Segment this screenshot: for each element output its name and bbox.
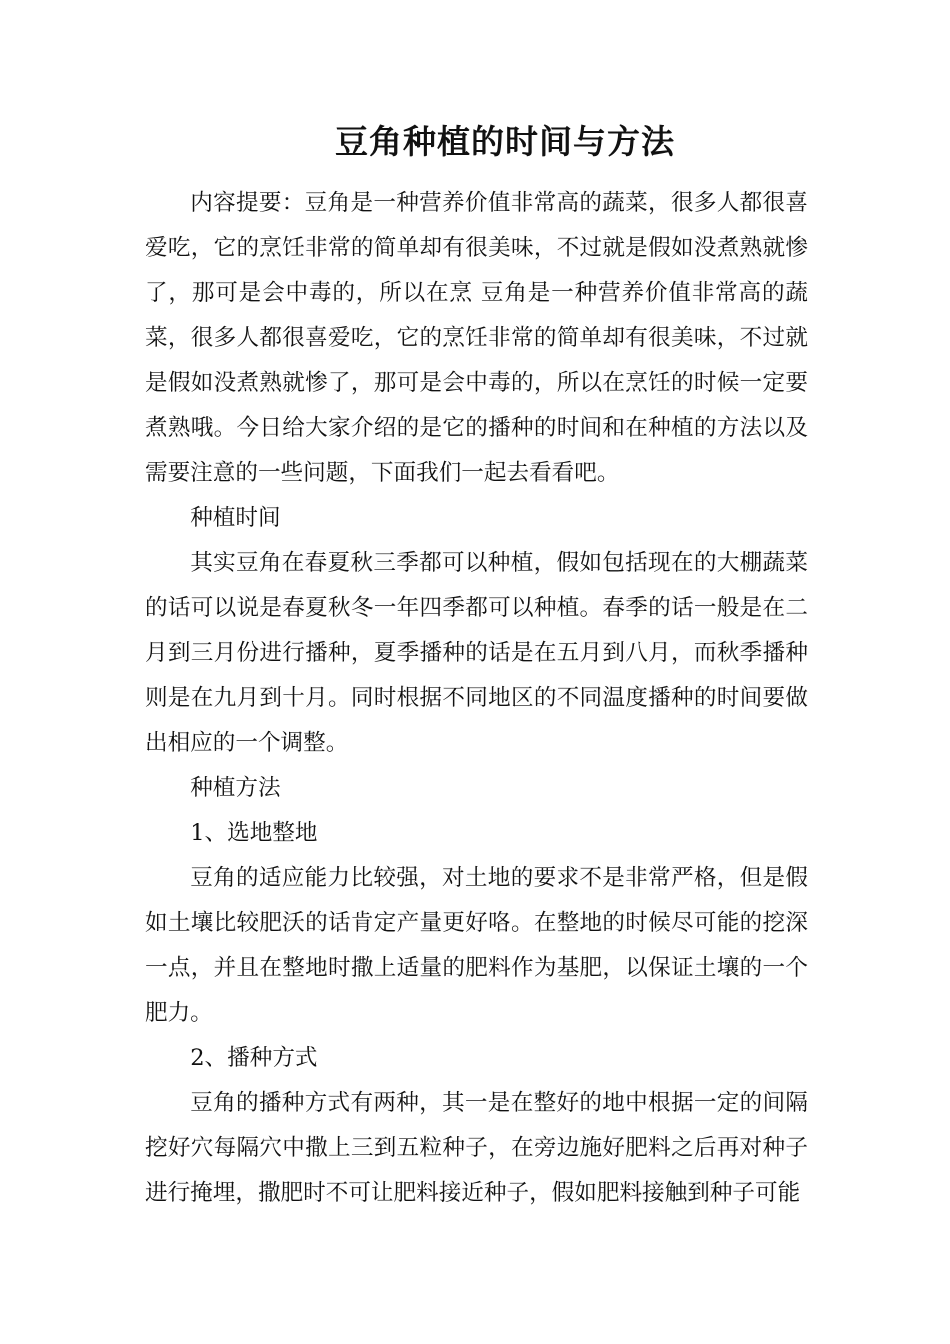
sowing-method-paragraph: 豆角的播种方式有两种，其一是在整好的地中根据一定的间隔挖好穴每隔穴中撒上三到五粒种子，在旁边施好肥料之后再对种子进行掩埋，撒肥时不可让肥料接近种子，假如肥料接触到种子可能 bbox=[145, 1090, 808, 1206]
subsection-heading-site-preparation: 1、选地整地 bbox=[190, 820, 318, 846]
section-heading-planting-method: 种植方法 bbox=[190, 775, 281, 801]
document-body bbox=[145, 181, 808, 1216]
site-preparation-paragraph: 豆角的适应能力比较强，对土地的要求不是非常严格，但是假如土壤比较肥沃的话肯定产量更好咯。在整地的时候尽可能的挖深一点，并且在整地时撒上适量的肥料作为基肥，以保证土壤的一个肥力。 bbox=[145, 865, 808, 1026]
document-title: 豆角种植的时间与方法 bbox=[335, 122, 675, 161]
planting-time-paragraph: 其实豆角在春夏秋三季都可以种植，假如包括现在的大棚蔬菜的话可以说是春夏秋冬一年四季都可以种植。春季的话一般是在二月到三月份进行播种，夏季播种的话是在五月到八月，而秋季播种则是在九月到十月。同时根据不同地区的不同温度播种的时间要做出相应的一个调整。 bbox=[145, 550, 808, 756]
subsection-heading-sowing-method: 2、播种方式 bbox=[190, 1045, 318, 1071]
section-heading-planting-time: 种植时间 bbox=[190, 505, 281, 531]
intro-paragraph: 内容提要：豆角是一种营养价值非常高的蔬菜，很多人都很喜爱吃，它的烹饪非常的简单却有很美味，不过就是假如没煮熟就惨了，那可是会中毒的，所以在烹 豆角是一种营养价值非常高的蔬菜，很多人都很喜爱吃，它的烹饪非常的简单却有很美味，不过就是假如没煮熟就惨了，那可是会中毒的，所以在烹饪的时候一定要煮熟哦。今日给大家介绍的是它的播种的时间和在种植的方法以及需要注意的一些问题，下面我们一起去看看吧。 bbox=[145, 190, 808, 486]
